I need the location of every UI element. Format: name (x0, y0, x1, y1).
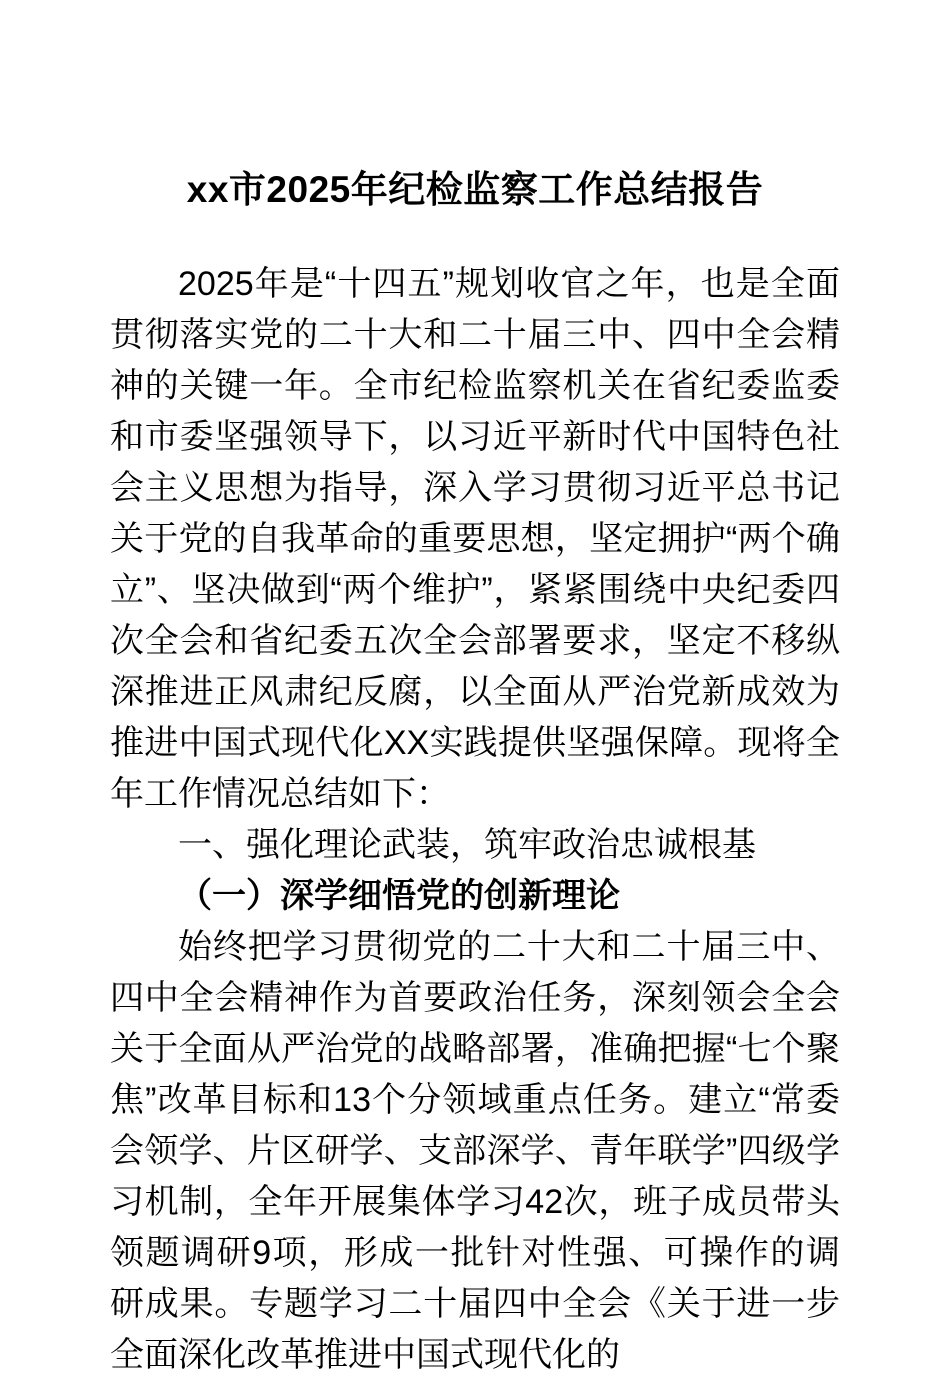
paragraph-intro: 2025年是“十四五”规划收官之年，也是全面贯彻落实党的二十大和二十届三中、四中全会精神的关键一年。全市纪检监察机关在省纪委监委和市委坚强领导下，以习近平新时代中国特色社会主义思想为指导，深入学习贯彻习近平总书记关于党的自我革命的重要思想，坚定拥护“两个确立”、坚决做到“两个维护”，紧紧围绕中央纪委四次全会和省纪委五次全会部署要求，坚定不移纵深推进正风肃纪反腐，以全面从严治党新成效为推进中国式现代化XX实践提供坚强保障。现将全年工作情况总结如下： (110, 265, 840, 813)
page-title: xx市2025年纪检监察工作总结报告 (186, 169, 764, 210)
heading-section-1-1: （一）深学细悟党的创新理论 (178, 877, 620, 915)
paragraph-section-1-1-body: 始终把学习贯彻党的二十大和二十届三中、四中全会精神作为首要政治任务，深刻领会全会关于全面从严治党的战略部署，准确把握“七个聚焦”改革目标和13个分领域重点任务。建立“常委会领学、片区研学、支部深学、青年联学”四级学习机制，全年开展集体学习42次，班子成员带头领题调研9项，形成一批针对性强、可操作的调研成果。专题学习二十届四中全会《关于进一步全面深化改革推进中国式现代化的 (110, 928, 840, 1374)
heading-section-1: 一、强化理论武装，筑牢政治忠诚根基 (178, 826, 756, 864)
title-block (110, 0, 840, 218)
document-content (110, 0, 840, 1381)
